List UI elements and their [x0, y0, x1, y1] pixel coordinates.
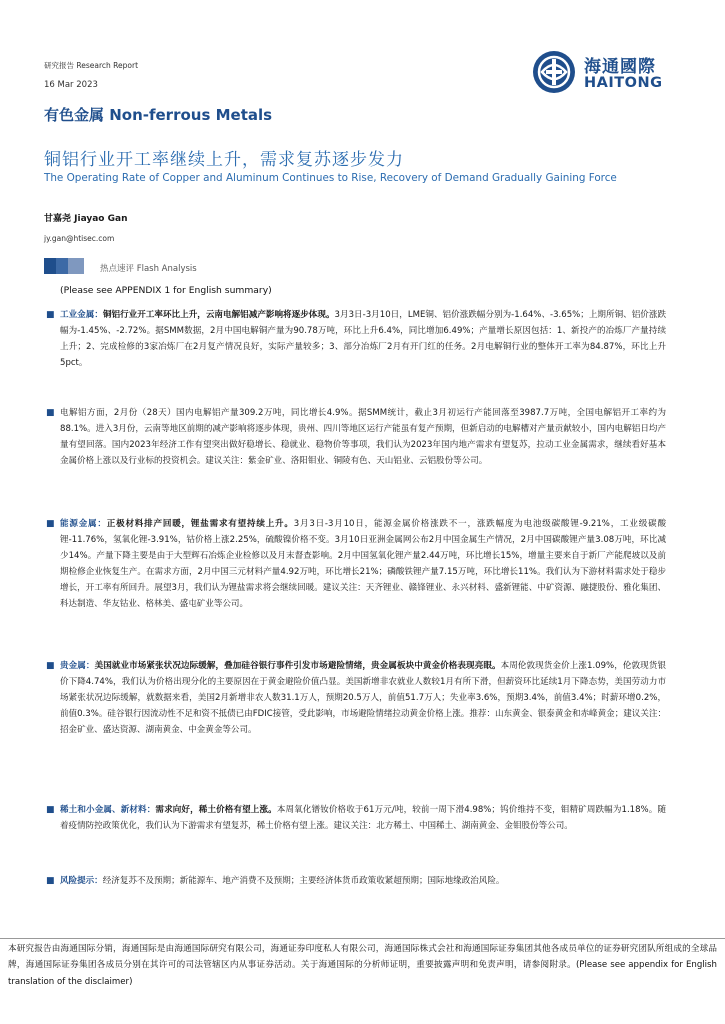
footer-disclaimer: 本研究报告由海通国际分销，海通国际是由海通国际研究有限公司，海通证券印度私人有限公司，海通国际株式会社和海通国际证券集团其他各成员单位的证券研究团队所组成的全球品牌，海通国际证券集团各成员分别在其许可的司法管辖区内从事证券活动。关于海通国际的分析师证明，重要披露声明和免责声明，请参阅附录。(Please see appendix for English translation of the disclaimer)	[8, 944, 717, 987]
footer-divider	[0, 938, 725, 939]
section-precious-metals	[46, 658, 667, 738]
logo-text-en: HAITONG	[584, 75, 663, 91]
bullet-icon: ■	[46, 408, 55, 418]
bullet-icon: ■	[46, 310, 55, 320]
section-lead: 风险提示：	[60, 876, 103, 886]
title-english: The Operating Rate of Copper and Aluminum Continues to Rise, Recovery of Demand Gradually Gaining Force	[44, 172, 617, 184]
section-body: 经济复苏不及预期；新能源车、地产消费不及预期；主要经济体货币政策收紧超预期；国际地缘政治风险。	[102, 876, 505, 886]
section-lead: 能源金属：	[60, 519, 107, 529]
appendix-note: (Please see APPENDIX 1 for English summary)	[60, 285, 272, 296]
section-body: 3月3日-3月10日，能源金属价格涨跌不一，涨跌幅度为电池级碳酸锂-9.21%，工业级碳酸锂-11.76%，氢氧化锂-3.91%，钴价格上涨2.25%，硫酸镍价格不变。3月10日亚洲金属网公布2月中国金属生产情况，2月中国碳酸锂产量3.08万吨，环比减少14%。产量下降主要是由于大型辉石冶炼企业检修以及月末督查影响。2月中国氢氧化锂产量2.44万吨，环比增长15%，增量主要来自于新厂产能爬坡以及前期检修企业恢复生产。在需求方面，2月中国三元材料产量4.92万吨，环比增长21%；磷酸铁锂产量7.15万吨，环比增长11%。我们认为下游材料需求处于稳步增长，开工率有所回升。展望3月，我们认为锂盐需求将会继续回暖。建议关注：天齐锂业、赣锋锂业、永兴材料、盛新锂能、中矿资源、融捷股份、雅化集团、科达制造、华友钴业、格林美、盛屯矿业等公司。	[60, 519, 667, 610]
section-body: 本周氧化镨钕价格收于61万元/吨，较前一周下滑4.98%；钨价维持不变，钼精矿周跌幅为1.18%。随着疫情防控政策优化，我们认为下游需求有望复苏，稀土价格有望上涨。建议关注：北方稀土、中国稀土、湖南黄金、金钼股份等公司。	[60, 805, 667, 832]
section-lead-bold: 需求向好，稀土价格有望上涨。	[155, 805, 277, 815]
section-rare-earth	[46, 802, 667, 834]
section-lead: 工业金属：	[60, 310, 103, 320]
section-lead: 贵金属：	[60, 661, 95, 671]
sector-title: 有色金属 Non-ferrous Metals	[44, 106, 273, 124]
section-aluminum	[46, 405, 666, 469]
flash-analysis-label: 热点速评 Flash Analysis	[100, 264, 197, 274]
section-body: 本周伦敦现货金价上涨1.09%，伦敦现货银价下降4.74%，我们认为价格出现分化的主要原因在于黄金避险价值凸显。美国新增非农就业人数较1月有所下滑，但薪资环比延续1月下降态势，美国劳动力市场紧张状况边际缓解，就数据来看，美国2月新增非农人数31.1万人，预期20.5万人，前值51.7万人；失业率3.6%，预期3.4%，前值3.4%；时薪环增0.2%，前值0.3%。硅谷银行因流动性不足和资不抵债已由FDIC接管，受此影响，市场避险情绪拉动黄金价格上涨。推荐：山东黄金、银泰黄金和赤峰黄金；建议关注：招金矿业、盛达资源、湖南黄金、中金黄金等公司。	[60, 661, 667, 736]
section-lead-bold: 美国就业市场紧张状况边际缓解，叠加硅谷银行事件引发市场避险情绪，贵金属板块中黄金价格表现亮眼。	[94, 661, 501, 671]
logo-text-cn: 海通國際	[584, 57, 656, 77]
section-lead-bold: 铜铝行业开工率环比上升，云南电解铝减产影响将逐步体现。	[102, 310, 335, 320]
section-lead-bold: 正极材料排产回暖，锂盐需求有望持续上升。	[106, 519, 294, 529]
flash-analysis-bar	[44, 258, 84, 274]
title-chinese: 铜铝行业开工率继续上升，需求复苏逐步发力	[44, 150, 404, 170]
section-energy-metals	[46, 516, 667, 613]
section-body: 电解铝方面，2月份（28天）国内电解铝产量309.2万吨，同比增长4.9%。据SMM统计，截止3月初运行产能回落至3987.7万吨，全国电解铝开工率约为88.1%。进入3月份，云南等地区前期的减产影响将逐步体现，贵州、四川等地区运行产能虽有复产预期，但新启动的电解槽对产量贡献较小，国内电解铝日均产量有望回落。国内2023年经济工作有望突出做好稳增长、稳就业、稳物价等事项，我们认为2023年国内地产需求有望复苏，拉动工业金属需求，继续看好基本金属价格上涨以及行业标的投资机会。建议关注：紫金矿业、洛阳钼业、铜陵有色、天山铝业、云铝股份等公司。	[60, 408, 666, 467]
bullet-icon: ■	[46, 876, 55, 886]
haitong-logo	[532, 50, 682, 94]
haitong-logo-icon	[532, 50, 576, 94]
bullet-icon: ■	[46, 805, 55, 815]
section-risk	[46, 873, 666, 889]
bullet-icon: ■	[46, 519, 55, 529]
section-lead: 稀土和小金属、新材料：	[60, 805, 156, 815]
report-type: 研究报告 Research Report	[44, 61, 139, 70]
section-body: 3月3日-3月10日，LME铜、铝价涨跌幅分别为-1.64%、-3.65%；上期所铜、铝价涨跌幅为-1.45%、-2.72%。据SMM数据，2月中国电解铜产量为90.78万吨，环比上升6.4%，同比增加6.49%；产量增长原因包括：1、新投产的冶炼厂产量持续上升；2、完成检修的3家冶炼厂在2月复产情况良好，实际产量较多；3、部分冶炼厂2月有开门红的任务。2月电解铜行业的整体开工率为84.87%，环比上升5pct。	[60, 310, 667, 369]
bullet-icon: ■	[46, 661, 55, 671]
report-date: 16 Mar 2023	[44, 80, 98, 90]
section-industrial-metals	[46, 307, 667, 371]
author-email[interactable]: jy.gan@htisec.com	[44, 234, 115, 243]
author-name: 甘嘉尧 Jiayao Gan	[44, 214, 128, 224]
